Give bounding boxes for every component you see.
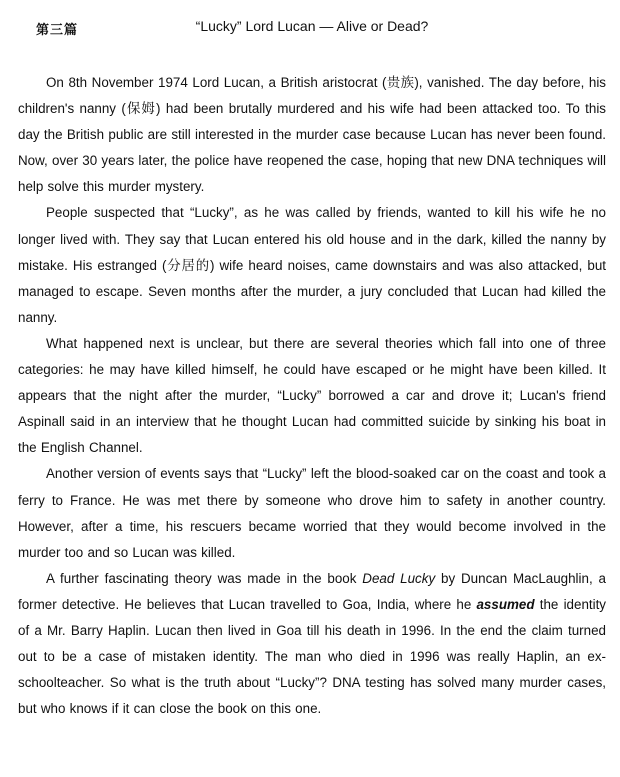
paragraph-3: What happened next is unclear, but there are several theories which fall into one of three categories: he may have killed himself, he could have escaped or he might have been killed. It appears that the night after the murder, “Lucky” borrowed a car and drove it; Lucan's friend Aspinall said in an interview that he thought Lucan had committed suicide by sinking his boat in the English Channel. (18, 335, 606, 456)
paragraph-5-part-2: by Duncan MacLaughlin, a former detective. He believes that Lucan travelled to Goa, India, where he (18, 570, 606, 612)
book-title: Dead Lucky (362, 570, 436, 586)
paragraph-5 (18, 566, 606, 723)
article-title: “Lucky” Lord Lucan — Alive or Dead? (195, 18, 429, 34)
section-label: 第三篇 (36, 23, 79, 38)
paragraph-5-part-3: the identity of a Mr. Barry Haplin. Lucan then lived in Goa till his death in 1996. In the end the claim turned out to be a case of mistaken identity. The man who died in 1996 was really Haplin, an ex-schoolteacher. So what is the truth about “Lucky”? DNA testing has solved many murder cases, but who knows if it can close the book on this one. (18, 596, 607, 717)
paragraph-4: Another version of events says that “Lucky” left the blood-soaked car on the coast and took a ferry to France. He was met there by someone who drove him to safety in another country. However, after a time, his rescuers became worried that they would become involved in the murder too and so Lucan was killed. (18, 466, 606, 560)
emphasized-word: assumed (476, 596, 535, 612)
paragraph-2: People suspected that “Lucky”, as he was called by friends, wanted to kill his wife he no longer lived with. They say that Lucan entered his old house and in the dark, killed the nanny by mistake. His estranged (分居的) wife heard noises, came downstairs and was also attacked, but managed to escape. Seven months after the murder, a jury concluded that Lucan had killed the nanny. (18, 205, 606, 325)
article-body (18, 40, 606, 722)
paragraph-1: On 8th November 1974 Lord Lucan, a British aristocrat (贵族), vanished. The day before, his children's nanny (保姆) had been brutally murdered and his wife had been attacked too. To this day the British public are still interested in the murder case because Lucan has never been found. Now, over 30 years later, the police have reopened the case, hoping that new DNA techniques will help solve this murder mystery. (18, 75, 606, 195)
header (18, 0, 606, 40)
paragraph-5-part-1: A further fascinating theory was made in the book (46, 570, 363, 586)
